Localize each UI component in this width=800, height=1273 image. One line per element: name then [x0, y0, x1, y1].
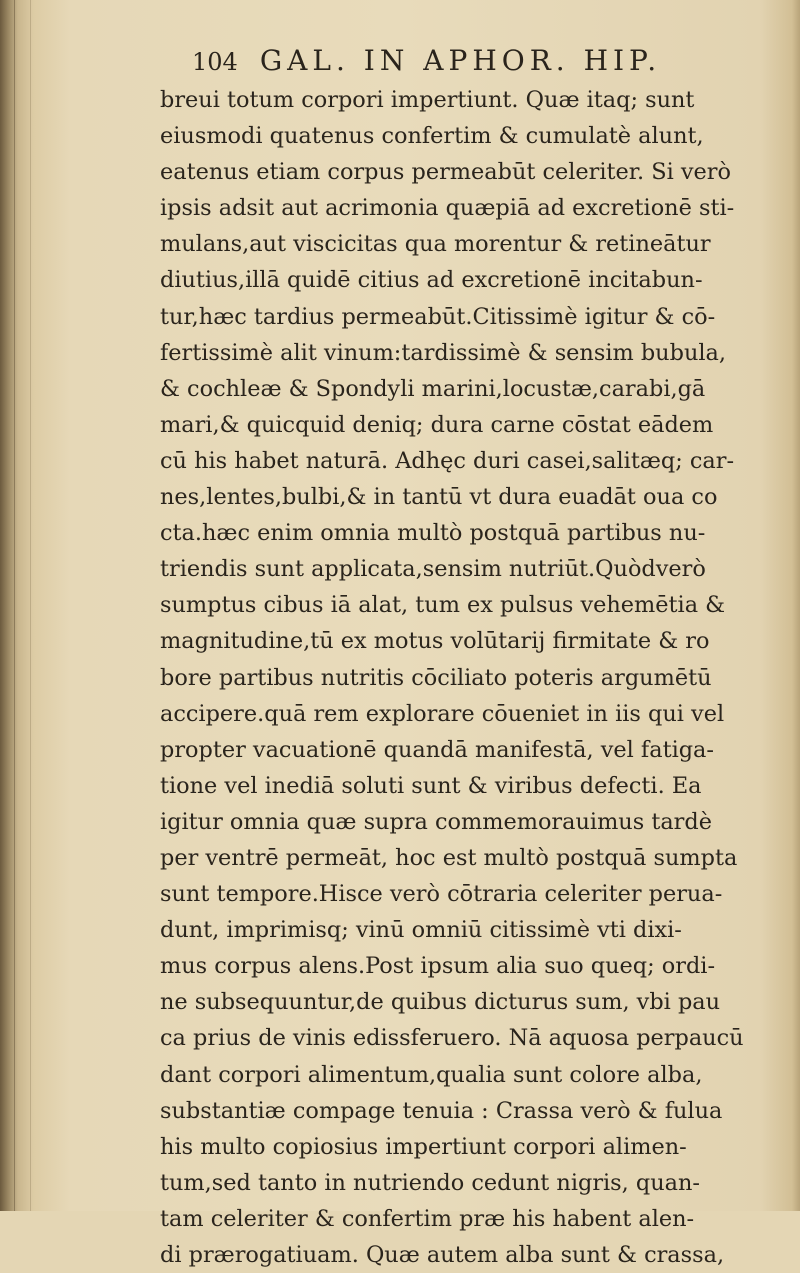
text-line: dant corpori alimentum,qualia sunt colore alba,	[160, 1061, 703, 1088]
page-number: 104	[192, 48, 238, 76]
text-line: ca prius de vinis edissferuero. Nā aquosa perpaucū	[160, 1025, 744, 1052]
text-line: triendis sunt applicata,sensim nutriūt.Quòdverò	[160, 556, 706, 583]
text-line: igitur omnia quæ supra commemorauimus tardè	[160, 808, 712, 835]
text-line: dunt, imprimisq; vinū omniū citissimè vti dixi-	[160, 917, 682, 944]
text-line: sunt tempore.Hisce verò cōtraria celeriter perua-	[160, 881, 723, 908]
text-line: accipere.quā rem explorare cōueniet in iis qui vel	[160, 700, 725, 727]
text-line: eatenus etiam corpus permeabūt celeriter. Si verò	[160, 159, 731, 186]
text-line: his multo copiosius impertiunt corpori alimen-	[160, 1133, 687, 1160]
spine-edge	[14, 0, 15, 1211]
text-line: cta.hæc enim omnia multò postquā partibus nu-	[160, 520, 706, 547]
spine-fold	[30, 0, 31, 1211]
text-line: breui totum corpori impertiunt. Quæ itaq; sunt	[160, 87, 695, 113]
text-line: ipsis adsit aut acrimonia quæpiā ad excretionē sti-	[160, 195, 735, 222]
text-line: sumptus cibus iā alat, tum ex pulsus vehemētia &	[160, 592, 726, 619]
text-line: tione vel inediā soluti sunt & viribus defecti. Ea	[160, 772, 702, 799]
text-line: nes,lentes,bulbi,& in tantū vt dura euadāt oua co	[160, 484, 718, 511]
running-title: GAL. IN APHOR. HIP.	[259, 44, 662, 77]
text-line: eiusmodi quatenus confertim & cumulatè alunt,	[160, 123, 704, 150]
text-line: tam celeriter & confertim præ his habent alen-	[160, 1205, 695, 1232]
text-line: ne subsequuntur,de quibus dicturus sum, vbi pau	[160, 989, 721, 1016]
text-line: di prærogatiuam. Quæ autem alba sunt & crassa,	[160, 1242, 725, 1268]
text-line: magnitudine,tū ex motus volūtarij firmitate & ro	[160, 628, 710, 655]
running-header	[192, 44, 752, 84]
text-line: mus corpus alens.Post ipsum alia suo queq; ordi-	[160, 953, 716, 980]
text-line: per ventrē permeāt, hoc est multò postquā sumpta	[160, 844, 738, 871]
text-line: diutius,illā quidē citius ad excretionē incitabun-	[160, 267, 703, 294]
text-line: & cochleæ & Spondyli marini,locustæ,carabi,gā	[160, 375, 706, 402]
text-line: mari,& quicquid deniq; dura carne cōstat eādem	[160, 411, 714, 438]
text-line: tum,sed tanto in nutriendo cedunt nigris, quan-	[160, 1169, 700, 1196]
text-line: bore partibus nutritis cōciliato poteris argumētū	[160, 664, 712, 691]
text-line: substantiæ compage tenuia : Crassa verò & fulua	[160, 1097, 723, 1124]
text-line: propter vacuationē quandā manifestā, vel fatiga-	[160, 736, 714, 763]
body-text	[160, 82, 774, 1273]
text-line: fertissimè alit vinum:tardissimè & sensim bubula,	[160, 339, 726, 366]
text-line: cū his habet naturā. Adhęc duri casei,salitæq; car-	[160, 447, 735, 474]
text-line: tur,hæc tardius permeabūt.Citissimè igitur & cō-	[160, 303, 716, 330]
text-line: mulans,aut viscicitas qua morentur & retineātur	[160, 231, 711, 258]
